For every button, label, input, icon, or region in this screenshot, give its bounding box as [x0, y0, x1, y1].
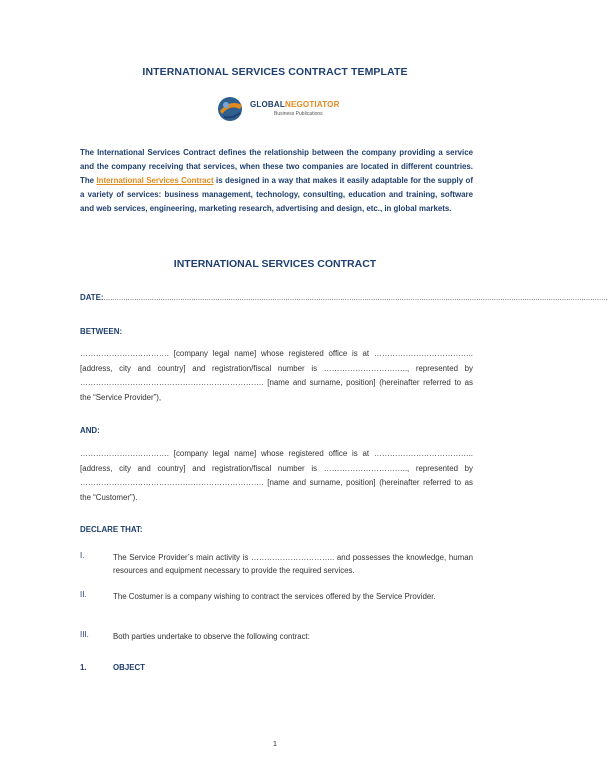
- declaration-text: The Costumer is a company wishing to contract the services offered by the Service Provider.: [113, 592, 436, 601]
- between-paragraph: ……………………………. [company legal name] whose registered office is at ……………………………….. [address, city and country] and registration/fiscal number is ………………………….., represented by ……………………………………………………………. [name and surname, position] (hereinafter referred to as the “Service Provider”),: [80, 349, 473, 402]
- section-number: 1.: [80, 663, 87, 672]
- contract-title: INTERNATIONAL SERVICES CONTRACT: [173, 258, 377, 270]
- global-negotiator-logo: [214, 93, 344, 125]
- and-paragraph: ……………………………. [company legal name] whose registered office is at ……………………………….. [address, city and country] and registration/fiscal number is ………………………….., represented by ……………………………………………………………. [name and surname, position] (hereinafter referred to as the “Customer”).: [80, 449, 473, 502]
- intro-paragraph: The International Services Contract defines the relationship between the company providing a service and the company receiving that services, when these two companies are located in different countries. The International Services Contract is designed in a way that makes it easily adaptable for the supply of a variety of services: business management, technology, consulting, education and training, software and web services, engineering, marketing research, advertising and design, etc., in global markets.: [80, 148, 473, 213]
- declaration-number: II.: [80, 590, 87, 599]
- declaration-text: The Service Provider’s main activity is ………………………….. and possesses the knowledge, human resources and equipment necessary to provide the required services.: [113, 553, 473, 576]
- date-line: [80, 293, 608, 302]
- date-dots: ......................................................................................................................................................................................................................................: [103, 293, 608, 302]
- declare-label: DECLARE THAT:: [80, 525, 143, 534]
- declaration-text: Both parties undertake to observe the following contract:: [113, 632, 310, 641]
- declaration-number: III.: [80, 630, 89, 639]
- contract-link[interactable]: International Services Contract: [96, 175, 214, 185]
- page-number: 1: [272, 739, 278, 748]
- declaration-number: I.: [80, 551, 85, 560]
- logo-name: GLOBALNEGOTIATOR: [250, 100, 340, 109]
- document-title: INTERNATIONAL SERVICES CONTRACT TEMPLATE: [142, 66, 408, 78]
- logo-subtitle: Business Publications: [274, 111, 323, 117]
- and-label: AND:: [80, 426, 100, 435]
- between-label: BETWEEN:: [80, 327, 123, 336]
- date-label: DATE:: [80, 293, 104, 302]
- section-title: OBJECT: [113, 663, 146, 672]
- globe-logo-icon: [214, 93, 246, 125]
